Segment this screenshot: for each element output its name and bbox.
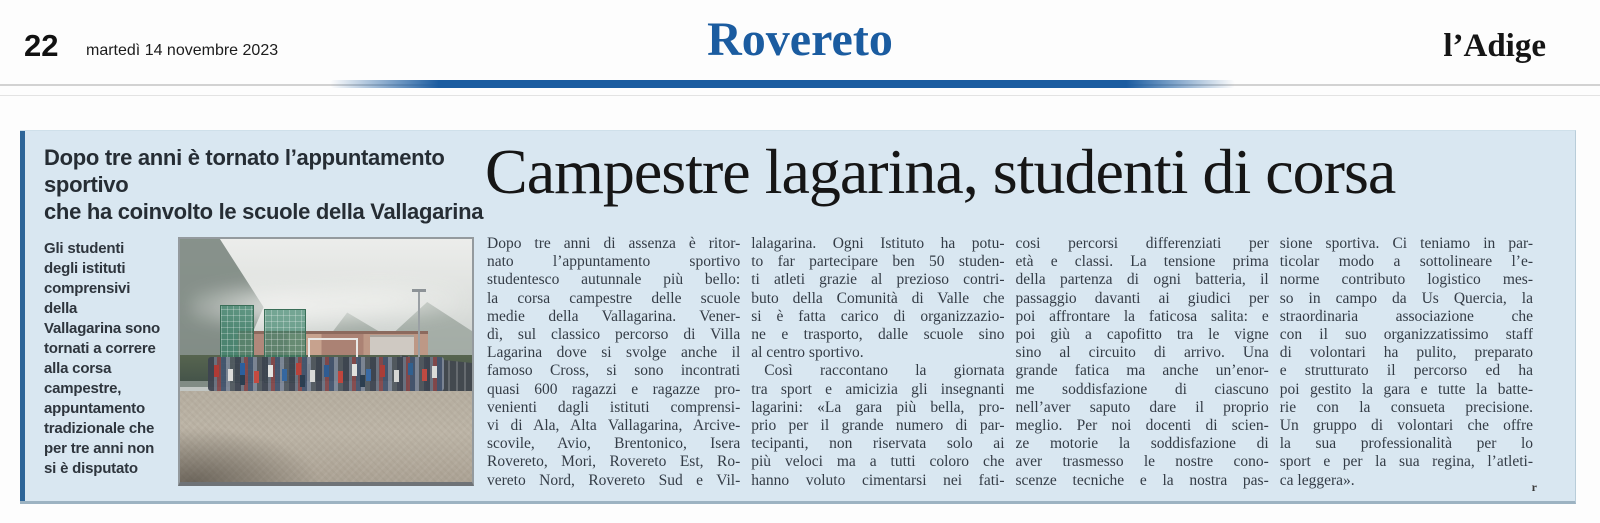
article-kicker: [44, 144, 494, 225]
body-line: nell’aver saputo dare il proprio: [1015, 398, 1269, 416]
article-body: [487, 235, 1533, 490]
article-photo: [178, 237, 474, 486]
body-line: lagarini: «La gara più bella, pro-: [751, 398, 1005, 416]
body-line: tecipanti, non riservata solo ai: [751, 435, 1005, 453]
corner-mark: r: [1531, 480, 1537, 494]
header-rule-thin: [0, 95, 1600, 96]
body-line: tra sport e amicizia gli insegnanti: [751, 380, 1005, 398]
body-line: ca leggera».: [1279, 471, 1355, 489]
article-column-1: [487, 235, 740, 490]
photo-gravel-shadow: [180, 422, 330, 482]
body-line: scenze tecniche e la nostra pas-: [1015, 471, 1269, 489]
body-line: venienti dagli istituti comprensi-: [487, 398, 741, 416]
text-line: alla corsa: [44, 360, 112, 377]
photo-light-pole-top: [412, 289, 426, 292]
body-line: Lagarina dove si svolge anche il: [487, 344, 741, 362]
text-line: appuntamento: [44, 400, 145, 417]
body-line: hanno voluto cimentarsi nei fati-: [751, 471, 1005, 489]
body-line: di volontari ha pulito, preparato: [1279, 344, 1533, 362]
body-line: to far partecipare ben 50 studen-: [751, 253, 1005, 271]
body-line: età e classi. La tensione prima: [1015, 253, 1269, 271]
body-line: ne e trasporto, dalle scuole sino: [751, 326, 1005, 344]
photo-runners-crowd: [208, 357, 444, 391]
article-column-2: [751, 235, 1004, 490]
body-line: sport e per la sua regina, l’atleti-: [1279, 453, 1533, 471]
body-line: ticolar modo a sottolineare l’e-: [1279, 253, 1533, 271]
text-line: campestre,: [44, 380, 122, 397]
article-panel: [20, 130, 1576, 504]
photo-caption: [44, 239, 186, 479]
body-line: poi giù a capofitto tra le vigne: [1015, 326, 1269, 344]
text-line: che ha coinvolto le scuole della Vallagarina: [44, 199, 484, 224]
body-line: sione sportiva. Ci teniamo in par-: [1279, 235, 1533, 252]
article-column-4: [1280, 235, 1533, 490]
text-line: tradizionale che: [44, 420, 155, 437]
body-line: so in campo da Us Quercia, la: [1279, 289, 1533, 307]
body-line: la sua professionalità per lo: [1279, 435, 1533, 453]
body-line: e strutturato il percorso ed ha: [1279, 362, 1533, 380]
body-line: famoso Cross, si sono incontrati: [487, 362, 741, 380]
photo-runner-dots: [180, 239, 185, 251]
body-line: al centro sportivo.: [751, 344, 864, 362]
body-line: prio per il grande numero di par-: [751, 417, 1005, 435]
header-rule-blue: [330, 80, 1235, 88]
article-headline: Campestre lagarina, studenti di corsa: [485, 136, 1396, 207]
body-line: più veloci ma a tutti coloro che: [751, 453, 1005, 471]
body-line: vi di Ala, Alta Vallagarina, Arcive-: [487, 417, 741, 435]
body-line: ze motorie la soddisfazione di: [1015, 435, 1269, 453]
photo-light-pole: [418, 291, 420, 357]
body-line: vereto Nord, Rovereto Sud e Vil-: [487, 471, 741, 489]
body-line: si è fatta carico di organizzazio-: [751, 307, 1005, 325]
body-line: ti atleti grazie al prezioso contri-: [751, 271, 1005, 289]
newspaper-masthead: l’Adige: [1443, 28, 1546, 64]
body-line: poi gestito la gara e tutte la batte-: [1279, 380, 1533, 398]
photo-building-white: [370, 335, 414, 355]
text-line: della: [44, 300, 78, 317]
body-line: poi affrontare la faticosa salita: e: [1015, 307, 1269, 325]
body-line: la corsa campestre delle scuole: [487, 289, 741, 307]
body-line: Così raccontano la giornata: [764, 362, 1005, 380]
body-line: nato l’appuntamento sportivo: [487, 253, 741, 271]
body-line: me soddisfazione di ciascuno: [1015, 380, 1269, 398]
body-line: passaggio davanti ai giudici per: [1015, 289, 1269, 307]
section-title: Rovereto: [707, 13, 893, 66]
body-line: medie della Vallagarina. Vener-: [487, 307, 741, 325]
body-line: straordinaria associazione che: [1279, 307, 1533, 325]
text-line: per tre anni non: [44, 440, 155, 457]
body-line: grande fatica ma anche un’enor-: [1015, 362, 1269, 380]
text-line: comprensivi: [44, 280, 131, 297]
panel-accent-bar: [20, 131, 25, 501]
body-line: cosi percorsi differenziati per: [1015, 235, 1269, 252]
text-line: Vallagarina sono: [44, 320, 161, 337]
text-line: tornati a correre: [44, 340, 156, 357]
body-line: rie con la consueta precisione.: [1279, 398, 1533, 416]
body-line: della partenza di ogni batteria, il: [1015, 271, 1269, 289]
body-line: Un gruppo di volontari che offre: [1279, 417, 1533, 435]
body-line: quasi 600 ragazzi e ragazze pro-: [487, 380, 741, 398]
page-number: 22: [24, 28, 59, 63]
body-line: lalagarina. Ogni Istituto ha potu-: [751, 235, 1005, 252]
body-line: sino al circuito di arrivo. Una: [1015, 344, 1269, 362]
body-line: aver trasmesso le nostre cono-: [1015, 453, 1269, 471]
text-line: Gli studenti: [44, 240, 125, 257]
body-line: con il suo organizzatissimo staff: [1279, 326, 1533, 344]
body-line: norme contributo logistico mes-: [1279, 271, 1533, 289]
body-line: meglio. Per noi docenti di scien-: [1015, 417, 1269, 435]
article-column-3: [1016, 235, 1269, 490]
body-line: dì, sul classico percorso di Villa: [487, 326, 741, 344]
text-line: si è disputato: [44, 460, 138, 477]
text-line: Dopo tre anni è tornato l’appuntamento sportivo: [44, 145, 445, 197]
body-line: scovile, Avio, Brentonico, Isera: [487, 435, 741, 453]
body-line: Dopo tre anni di assenza è ritor-: [487, 235, 741, 252]
body-line: buto della Comunità di Valle che: [751, 289, 1005, 307]
page-date: martedì 14 novembre 2023: [86, 42, 279, 59]
text-line: degli istituti: [44, 260, 126, 277]
body-line: studentesco autunnale più bello:: [487, 271, 741, 289]
body-line: Rovereto, Mori, Rovereto Est, Ro-: [487, 453, 741, 471]
